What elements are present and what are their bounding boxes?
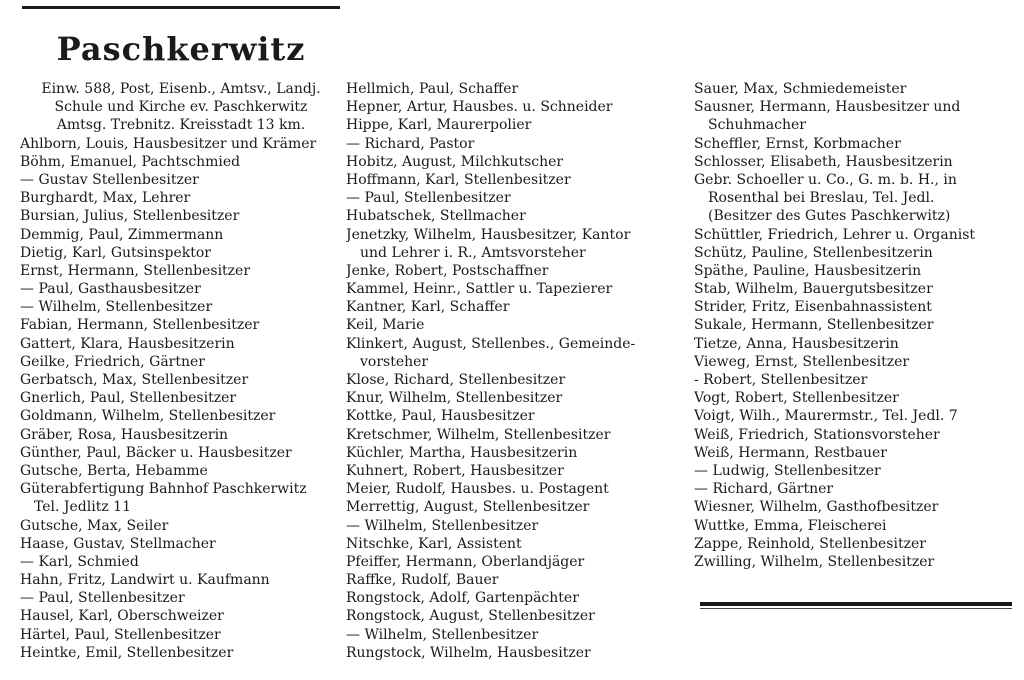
list-item: Gutsche, Max, Seiler bbox=[20, 517, 169, 534]
list-item: — Ludwig, Stellenbesitzer bbox=[694, 462, 881, 479]
list-item: Kantner, Karl, Schaffer bbox=[346, 299, 510, 316]
list-item: Knur, Wilhelm, Stellenbesitzer bbox=[346, 390, 563, 407]
list-item: Gebr. Schoeller u. Co., G. m. b. H., in bbox=[694, 171, 957, 188]
column-2 bbox=[346, 80, 668, 662]
list-item: Kretschmer, Wilhelm, Stellenbesitzer bbox=[346, 426, 611, 443]
list-item-continuation: Tel. Jedlitz 11 bbox=[34, 499, 131, 516]
list-item: — Paul, Stellenbesitzer bbox=[346, 190, 511, 207]
list-item: Vieweg, Ernst, Stellenbesitzer bbox=[694, 353, 910, 370]
list-item: Stab, Wilhelm, Bauergutsbesitzer bbox=[694, 281, 933, 298]
list-item: Hubatschek, Stellmacher bbox=[346, 208, 526, 225]
list-item: Nitschke, Karl, Assistent bbox=[346, 535, 522, 552]
list-item-continuation: und Lehrer i. R., Amtsvorsteher bbox=[360, 244, 586, 261]
list-item: Fabian, Hermann, Stellenbesitzer bbox=[20, 317, 260, 334]
list-item: Dietig, Karl, Gutsinspektor bbox=[20, 244, 211, 261]
page-title: Paschkerwitz bbox=[56, 30, 306, 68]
list-item: Ernst, Hermann, Stellenbesitzer bbox=[20, 262, 251, 279]
list-item: Goldmann, Wilhelm, Stellenbesitzer bbox=[20, 408, 276, 425]
list-item: Raffke, Rudolf, Bauer bbox=[346, 572, 499, 589]
list-item: Ahlborn, Louis, Hausbesitzer und Krämer bbox=[20, 135, 317, 152]
list-item: — Gustav Stellenbesitzer bbox=[20, 171, 199, 188]
list-item: Rongstock, Adolf, Gartenpächter bbox=[346, 590, 579, 607]
list-item: Sausner, Hermann, Hausbesitzer und bbox=[694, 99, 961, 116]
list-item: Hausel, Karl, Oberschweizer bbox=[20, 608, 224, 625]
list-item: Scheffler, Ernst, Korbmacher bbox=[694, 135, 901, 152]
intro-line: Einw. 588, Post, Eisenb., Amtsv., Landj. bbox=[41, 81, 321, 97]
intro-line: Schule und Kirche ev. Paschkerwitz bbox=[54, 99, 308, 116]
list-item: Demmig, Paul, Zimmermann bbox=[20, 226, 224, 243]
list-item: Klinkert, August, Stellenbes., Gemeinde- bbox=[346, 335, 636, 352]
list-item: Gattert, Klara, Hausbesitzerin bbox=[20, 335, 235, 352]
list-item: Strider, Fritz, Eisenbahnassistent bbox=[694, 299, 932, 316]
list-item-continuation: vorsteher bbox=[360, 353, 429, 370]
intro-line: Amtsg. Trebnitz. Kreisstadt 13 km. bbox=[56, 117, 306, 134]
list-item: Gerbatsch, Max, Stellenbesitzer bbox=[20, 372, 249, 388]
list-item: Merrettig, August, Stellenbesitzer bbox=[346, 499, 590, 516]
list-item: Pfeiffer, Hermann, Oberlandjäger bbox=[346, 553, 585, 570]
list-item: Sauer, Max, Schmiedemeister bbox=[694, 81, 907, 97]
list-item: Keil, Marie bbox=[346, 317, 425, 334]
list-item: Hahn, Fritz, Landwirt u. Kaufmann bbox=[20, 572, 270, 589]
list-item: Burghardt, Max, Lehrer bbox=[20, 190, 191, 207]
list-item: Hippe, Karl, Maurerpolier bbox=[346, 117, 532, 134]
list-item: Meier, Rudolf, Hausbes. u. Postagent bbox=[346, 481, 609, 498]
list-item: Heintke, Emil, Stellenbesitzer bbox=[20, 644, 234, 661]
list-item: Kottke, Paul, Hausbesitzer bbox=[346, 408, 535, 425]
list-item: Späthe, Pauline, Hausbesitzerin bbox=[694, 262, 922, 279]
list-item: — Wilhelm, Stellenbesitzer bbox=[346, 626, 539, 643]
list-item: Zappe, Reinhold, Stellenbesitzer bbox=[694, 535, 926, 552]
list-item: Tietze, Anna, Hausbesitzerin bbox=[694, 335, 899, 352]
list-item: Böhm, Emanuel, Pachtschmied bbox=[20, 153, 241, 170]
list-item: Wuttke, Emma, Fleischerei bbox=[694, 517, 887, 534]
bottom-rule bbox=[700, 602, 1012, 606]
list-item: Zwilling, Wilhelm, Stellenbesitzer bbox=[694, 553, 935, 570]
top-rule bbox=[22, 6, 340, 9]
list-item-continuation: Rosenthal bei Breslau, Tel. Jedl. bbox=[708, 190, 935, 207]
list-item: — Richard, Pastor bbox=[346, 135, 475, 152]
list-item: Hobitz, August, Milchkutscher bbox=[346, 153, 564, 170]
list-item: — Richard, Gärtner bbox=[694, 481, 834, 498]
column-3 bbox=[694, 80, 1012, 571]
list-item: Gutsche, Berta, Hebamme bbox=[20, 462, 208, 479]
list-item: - Robert, Stellenbesitzer bbox=[694, 372, 868, 388]
list-item: Hepner, Artur, Hausbes. u. Schneider bbox=[346, 99, 613, 116]
list-item: Voigt, Wilh., Maurermstr., Tel. Jedl. 7 bbox=[694, 408, 958, 425]
list-item: Schlosser, Elisabeth, Hausbesitzerin bbox=[694, 153, 953, 170]
list-item: Gnerlich, Paul, Stellenbesitzer bbox=[20, 390, 237, 407]
list-item: Weiß, Hermann, Restbauer bbox=[694, 444, 887, 461]
list-item: Kuhnert, Robert, Hausbesitzer bbox=[346, 462, 564, 479]
list-item: Rungstock, Wilhelm, Hausbesitzer bbox=[346, 644, 591, 661]
list-item: Jenke, Robert, Postschaffner bbox=[346, 262, 549, 279]
list-item: Bursian, Julius, Stellenbesitzer bbox=[20, 208, 240, 225]
list-item: Günther, Paul, Bäcker u. Hausbesitzer bbox=[20, 444, 292, 461]
list-item: Schütz, Pauline, Stellenbesitzerin bbox=[694, 244, 933, 261]
list-item: Hoffmann, Karl, Stellenbesitzer bbox=[346, 171, 571, 188]
list-item: Kammel, Heinr., Sattler u. Tapezierer bbox=[346, 281, 613, 298]
list-item: — Paul, Stellenbesitzer bbox=[20, 590, 185, 607]
list-item: Vogt, Robert, Stellenbesitzer bbox=[694, 390, 899, 407]
list-item: — Wilhelm, Stellenbesitzer bbox=[346, 517, 539, 534]
list-item: Hellmich, Paul, Schaffer bbox=[346, 81, 519, 97]
list-item: Gräber, Rosa, Hausbesitzerin bbox=[20, 426, 229, 443]
list-item: — Wilhelm, Stellenbesitzer bbox=[20, 299, 213, 316]
list-item: — Karl, Schmied bbox=[20, 553, 139, 570]
list-item: Rongstock, August, Stellenbesitzer bbox=[346, 608, 595, 625]
list-item: Haase, Gustav, Stellmacher bbox=[20, 535, 216, 552]
list-item: Güterabfertigung Bahnhof Paschkerwitz bbox=[20, 481, 307, 498]
list-item: Geilke, Friedrich, Gärtner bbox=[20, 353, 205, 370]
list-item: Jenetzky, Wilhelm, Hausbesitzer, Kantor bbox=[346, 226, 631, 243]
list-item: Weiß, Friedrich, Stationsvorsteher bbox=[694, 426, 940, 443]
list-item: Sukale, Hermann, Stellenbesitzer bbox=[694, 317, 934, 334]
list-item: Härtel, Paul, Stellenbesitzer bbox=[20, 626, 221, 643]
list-item: Schüttler, Friedrich, Lehrer u. Organist bbox=[694, 226, 976, 243]
list-item-continuation: Schuhmacher bbox=[708, 117, 806, 134]
list-item: Wiesner, Wilhelm, Gasthofbesitzer bbox=[694, 499, 939, 516]
list-item: Küchler, Martha, Hausbesitzerin bbox=[346, 444, 578, 461]
list-item: — Paul, Gasthausbesitzer bbox=[20, 281, 201, 298]
list-item: Klose, Richard, Stellenbesitzer bbox=[346, 372, 566, 388]
list-item-continuation: (Besitzer des Gutes Paschkerwitz) bbox=[708, 208, 951, 225]
